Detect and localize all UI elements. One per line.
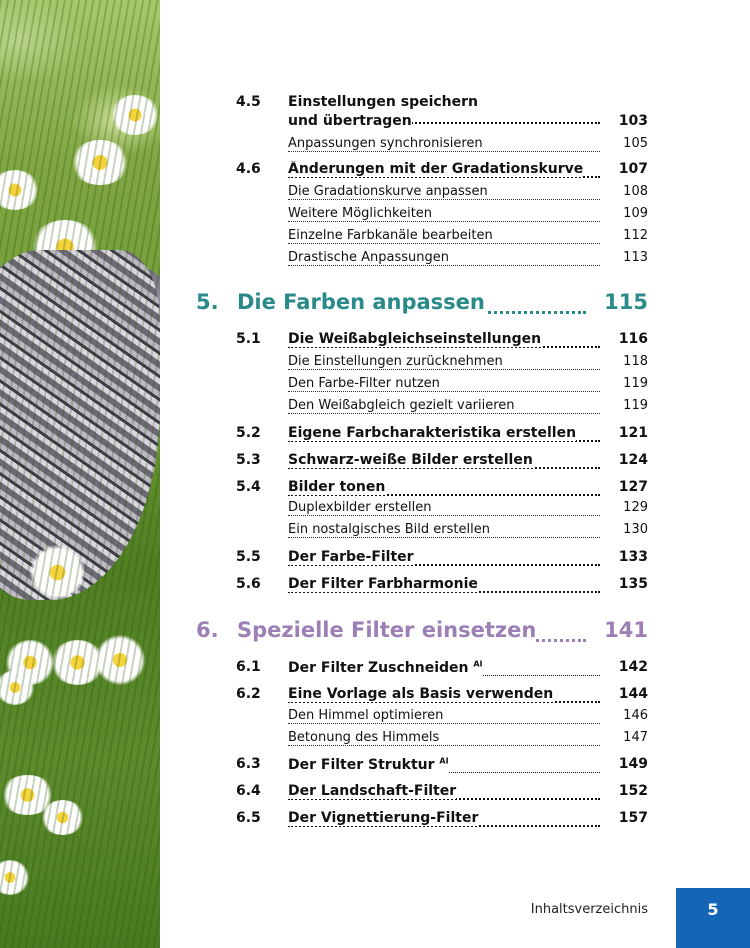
page-number: 108 [604,184,648,199]
section-number: 4.6 [236,161,261,177]
page-number: 147 [604,730,648,745]
page-number: 113 [604,250,648,265]
toc-entry-4-5[interactable] [236,94,648,134]
subsection-title: Den Farbe-Filter nutzen [288,376,440,391]
page-number: 146 [604,708,648,723]
page-number: 141 [588,618,648,642]
page-number: 112 [604,228,648,243]
section-title: Der Landschaft-Filter [288,783,457,799]
page-number: 115 [588,290,648,314]
page-number: 144 [604,686,648,702]
toc-entry-6-2[interactable] [236,686,648,705]
section-number: 5.6 [236,576,261,592]
toc-subentry[interactable] [236,354,648,372]
section-title: Eigene Farbcharakteristika erstellen [288,425,577,441]
toc-entry-5-5[interactable] [236,549,648,568]
toc-subentry[interactable] [236,136,648,154]
section-title-line2: und übertragen [288,113,412,129]
toc-entry-5-3[interactable] [236,452,648,471]
ai-badge: AI [439,756,449,765]
page-number: 142 [604,659,648,675]
section-number: 6.4 [236,783,261,799]
toc-subentry[interactable] [236,500,648,518]
section-title: Eine Vorlage als Basis verwenden [288,686,554,702]
page-number: 116 [604,331,648,347]
section-title: Die Weißabgleichseinstellungen [288,331,542,347]
toc-subentry[interactable] [236,730,648,748]
section-number: 5.3 [236,452,261,468]
toc-chapter-6[interactable] [196,618,648,646]
page-number: 127 [604,479,648,495]
section-title-line1: Einstellungen speichern [288,94,479,110]
toc-subentry[interactable] [236,376,648,394]
section-number: 5.5 [236,549,261,565]
toc-chapter-5[interactable] [196,290,648,318]
subsection-title: Duplexbilder erstellen [288,500,432,515]
subsection-title: Weitere Möglichkeiten [288,206,433,221]
section-title: Änderungen mit der Gradationskurve [288,161,584,177]
toc-entry-6-4[interactable] [236,783,648,802]
toc-entry-5-2[interactable] [236,425,648,444]
subsection-title: Betonung des Himmels [288,730,440,745]
chapter-title: Die Farben anpassen [237,290,485,314]
toc-entry-5-4[interactable] [236,479,648,498]
page-number: 130 [604,522,648,537]
page-number: 149 [604,756,648,772]
toc-entry-6-5[interactable] [236,810,648,829]
section-number: 6.3 [236,756,261,772]
chapter-number: 5. [196,290,219,314]
section-title: Der Vignettierung-Filter [288,810,479,826]
toc-subentry[interactable] [236,206,648,224]
page-number: 124 [604,452,648,468]
section-title: Der Farbe-Filter [288,549,414,565]
page-number: 152 [604,783,648,799]
toc-subentry[interactable] [236,228,648,246]
page-number: 119 [604,398,648,413]
toc-entry-4-6[interactable] [236,161,648,180]
running-footer-label: Inhaltsverzeichnis [530,902,648,917]
page-number: 105 [604,136,648,151]
chapter-title: Spezielle Filter einsetzen [237,618,537,642]
section-number: 5.2 [236,425,261,441]
page-number: 109 [604,206,648,221]
section-number: 6.5 [236,810,261,826]
section-number: 4.5 [236,94,261,110]
subsection-title: Einzelne Farbkanäle bearbeiten [288,228,493,243]
toc-entry-6-1[interactable] [236,659,648,678]
toc-entry-5-6[interactable] [236,576,648,595]
section-number: 6.1 [236,659,261,675]
page-number: 107 [604,161,648,177]
toc-subentry[interactable] [236,250,648,268]
subsection-title: Den Weißabgleich gezielt variieren [288,398,515,413]
subsection-title: Den Himmel optimieren [288,708,444,723]
subsection-title: Die Gradationskurve anpassen [288,184,488,199]
section-title: Der Filter Struktur [288,756,435,773]
folio-number: 5 [707,900,719,919]
subsection-title: Ein nostalgisches Bild erstellen [288,522,490,537]
section-title: Der Filter Zuschneiden [288,659,469,676]
toc-subentry[interactable] [236,708,648,726]
page-number: 129 [604,500,648,515]
subsection-title: Die Einstellungen zurücknehmen [288,354,503,369]
toc-subentry[interactable] [236,184,648,202]
page-number: 135 [604,576,648,592]
section-number: 6.2 [236,686,261,702]
page-number: 133 [604,549,648,565]
page-number: 157 [604,810,648,826]
toc-entry-6-3[interactable] [236,756,648,775]
page-number: 103 [604,113,648,129]
section-title: Bilder tonen [288,479,386,495]
subsection-title: Drastische Anpassungen [288,250,449,265]
ai-badge: AI [473,659,483,668]
toc-entry-5-1[interactable] [236,331,648,350]
subsection-title: Anpassungen synchronisieren [288,136,483,151]
chapter-number: 6. [196,618,219,642]
section-number: 5.1 [236,331,261,347]
page-number: 119 [604,376,648,391]
page-number: 118 [604,354,648,369]
section-number: 5.4 [236,479,261,495]
page-number-badge [676,888,750,948]
section-title: Schwarz-weiße Bilder erstellen [288,452,533,468]
toc-subentry[interactable] [236,522,648,540]
page-number: 121 [604,425,648,441]
section-title: Der Filter Farbharmonie [288,576,478,592]
toc-subentry[interactable] [236,398,648,416]
